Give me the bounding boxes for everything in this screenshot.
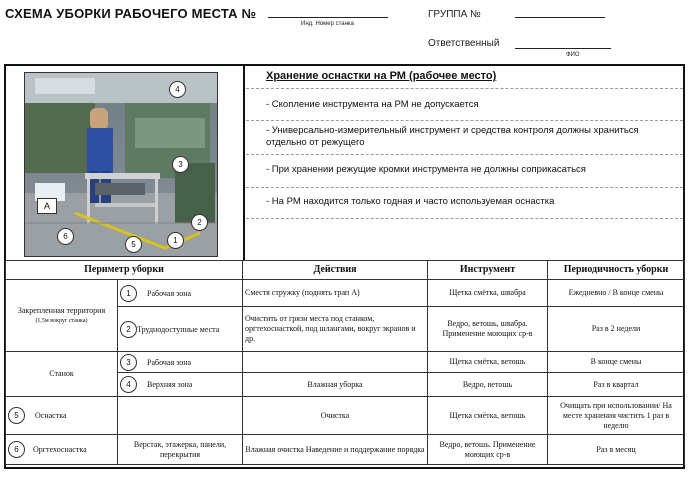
machine-number-caption: Инд. Номер станка: [301, 21, 355, 27]
period-cell: Раз в 2 недели: [548, 307, 685, 352]
responsible-line[interactable]: [515, 48, 611, 49]
storage-title: Хранение оснастки на РМ (рабочее место): [266, 70, 497, 82]
period-cell: Очищать при использовании/ На месте хранения чистить 1 раз в неделю: [548, 397, 685, 435]
action-cell: Влажная очистка Наведение и поддержание порядка: [243, 435, 428, 465]
header-perimeter: Периметр уборки: [6, 261, 243, 280]
period-cell: Раз в месяц: [548, 435, 685, 465]
row-number: 1: [120, 285, 137, 302]
tool-cell: Щетка смётка, ветошь: [428, 397, 548, 435]
callout-3: 3: [172, 156, 189, 173]
table-row: [6, 352, 685, 373]
group-territory: [6, 280, 118, 352]
zone-label: Оснастка: [35, 411, 67, 420]
responsible-label: Ответственный: [428, 38, 500, 49]
callout-a: A: [37, 198, 57, 214]
rule-divider: [246, 154, 683, 155]
callout-4: 4: [169, 81, 186, 98]
header-tool: Инструмент: [428, 261, 548, 280]
row-number: 5: [8, 407, 25, 424]
group-territory-sub: (1,5м вокруг станка): [35, 317, 88, 324]
header-period: Периодичность уборки: [548, 261, 685, 280]
group-territory-label: Закрепленная территория: [17, 305, 106, 315]
rule-divider: [246, 218, 683, 219]
storage-rule: - Скопление инструмента на РМ не допускается: [266, 99, 479, 110]
page-title: СХЕМА УБОРКИ РАБОЧЕГО МЕСТА №: [5, 6, 257, 21]
zone-detail-cell: Верстак, этажерка, панели, перекрытия: [118, 435, 243, 465]
tool-cell: Щетка смётка, швабра: [428, 280, 548, 307]
row-number: 4: [120, 376, 137, 393]
action-cell: Влажная уборка: [243, 373, 428, 397]
group-label: ГРУППА №: [428, 9, 481, 20]
action-cell: Сместя стружку (поднять трап А): [243, 280, 428, 307]
machine-number-line[interactable]: [268, 17, 388, 18]
zone-cell: [118, 307, 243, 352]
zone-label: Верхняя зона: [147, 380, 193, 389]
tool-cell: Ведро, ветошь: [428, 373, 548, 397]
zone-cell: [6, 397, 118, 435]
table-row: [6, 397, 685, 435]
rule-divider: [246, 88, 683, 89]
action-empty-cell: [118, 397, 243, 435]
rule-divider: [246, 187, 683, 188]
zone-label: Рабочая зона: [147, 288, 192, 298]
period-cell: Раз в квартал: [548, 373, 685, 397]
zone-cell: [118, 352, 243, 373]
callout-6: 6: [57, 228, 74, 245]
cleaning-table: [5, 260, 685, 465]
action-cell: Очистка: [243, 397, 428, 435]
zone-cell: [118, 280, 243, 307]
group-machine: Станок: [6, 352, 118, 397]
zone-label: Труднодоступные места: [137, 324, 220, 334]
action-cell: [243, 352, 428, 373]
storage-rule: - На РМ находится только годная и часто используемая оснастка: [266, 196, 555, 207]
header-actions: Действия: [243, 261, 428, 280]
vertical-separator: [243, 64, 245, 260]
row-number: 2: [120, 321, 137, 338]
fio-caption: ФИО: [566, 52, 580, 58]
row-number: 6: [8, 441, 25, 458]
table-row: [6, 435, 685, 465]
period-cell: В конце смены: [548, 352, 685, 373]
zone-cell: [118, 373, 243, 397]
zone-label: Оргтехоснастка: [33, 445, 87, 454]
period-cell: Ежедневно / В конце смены: [548, 280, 685, 307]
rule-divider: [246, 120, 683, 121]
tool-cell: Ведро, ветошь. Применение моющих ср-в: [428, 435, 548, 465]
tool-cell: Ведро, ветошь, швабра. Применение моющих ср-в: [428, 307, 548, 352]
callout-2: 2: [191, 214, 208, 231]
table-row: [6, 280, 685, 307]
callout-5: 5: [125, 236, 142, 253]
workplace-photo: [24, 72, 218, 257]
row-number: 3: [120, 354, 137, 371]
zone-cell: [6, 435, 118, 465]
storage-rule: - При хранении режущие кромки инструмента не должны соприкасаться: [266, 164, 586, 175]
zone-label: Рабочая зона: [147, 357, 192, 367]
callout-1: 1: [167, 232, 184, 249]
action-cell: Очистить от грязи места под станком, оргтехоснасткой, под шлангами, вокруг экранов и др.: [243, 307, 428, 352]
group-number-line[interactable]: [515, 17, 605, 18]
storage-rule: - Универсально-измерительный инструмент и средства контроля должны храниться отдельно от режущего: [266, 125, 639, 148]
tool-cell: Щетка смётка, ветошь: [428, 352, 548, 373]
